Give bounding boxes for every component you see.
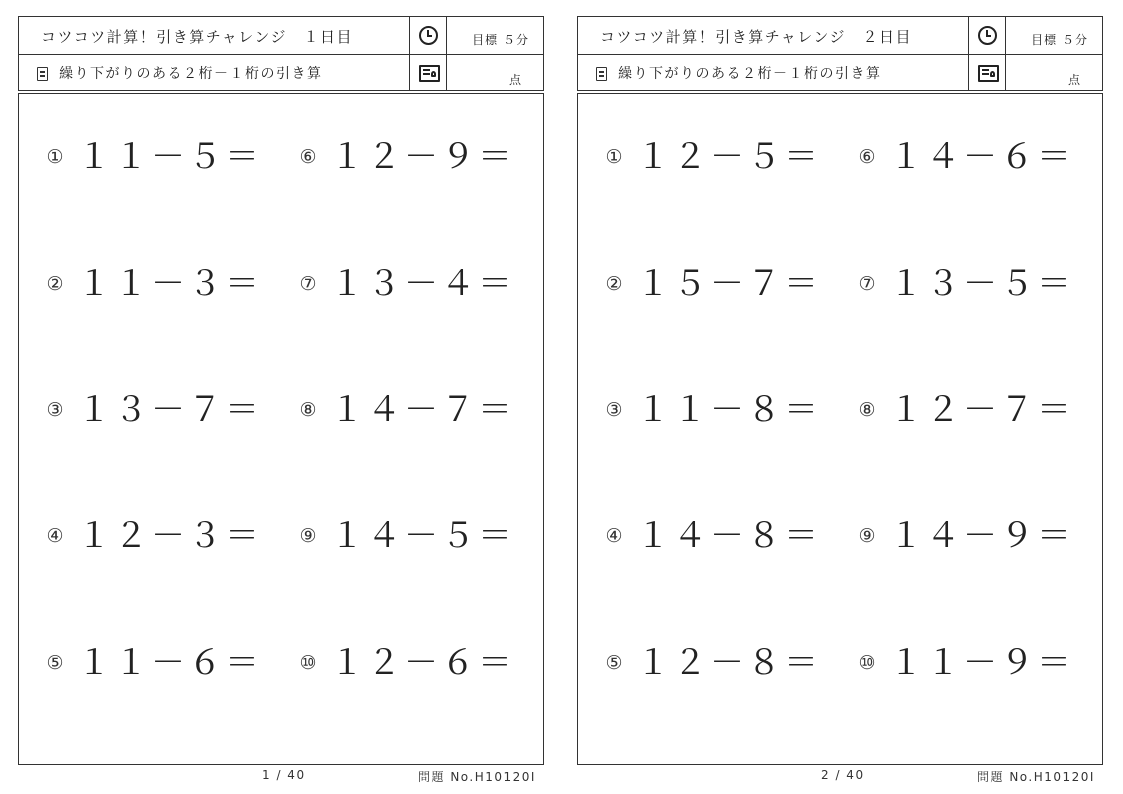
problem-expression: １２－８＝	[636, 643, 821, 683]
problem-expression: １１－５＝	[77, 137, 262, 177]
problem-expression: １２－５＝	[636, 137, 821, 177]
problem-number: ⑦	[299, 273, 317, 295]
problem-number: ⑧	[858, 399, 876, 421]
problem-item	[604, 640, 821, 686]
problem-expression: １３－４＝	[330, 264, 515, 304]
problem-number: ⑨	[299, 525, 317, 547]
problem-item	[857, 640, 1074, 686]
problem-expression: １１－９＝	[889, 643, 1074, 683]
problem-number: ⑨	[858, 525, 876, 547]
problem-item	[604, 387, 821, 433]
problem-expression: １１－６＝	[77, 643, 262, 683]
problem-item	[45, 640, 262, 686]
worksheet-day-1	[18, 16, 544, 765]
problem-number: ②	[46, 273, 64, 295]
score-icon	[419, 65, 440, 82]
worksheet-title: コツコツ計算！引き算チャレンジ １日目	[41, 28, 354, 46]
problem-area	[18, 94, 544, 765]
problem-item	[45, 134, 262, 180]
problem-expression: １４－９＝	[889, 516, 1074, 556]
worksheet-subtitle: 繰り下がりのある２桁－１桁の引き算	[59, 66, 323, 82]
problem-number: ⑩	[299, 652, 317, 674]
problem-number: ⑦	[858, 273, 876, 295]
goal-time: 目標 ５分	[1031, 33, 1088, 47]
problem-expression: １３－７＝	[77, 390, 262, 430]
page-number: 1 / 40	[262, 768, 306, 782]
document-icon	[37, 67, 48, 81]
clock-icon	[419, 26, 438, 45]
problem-expression: １２－７＝	[889, 390, 1074, 430]
problem-number: ⑤	[605, 652, 623, 674]
problem-item	[298, 387, 515, 433]
problem-expression: １２－３＝	[77, 516, 262, 556]
problem-number: ④	[46, 525, 64, 547]
worksheet-header	[577, 16, 1103, 90]
problem-item	[604, 513, 821, 559]
problem-item	[857, 387, 1074, 433]
problem-number: ②	[605, 273, 623, 295]
worksheet-day-2	[577, 16, 1103, 765]
problem-item	[298, 513, 515, 559]
problem-item	[45, 261, 262, 307]
problem-code: 問題 No.H10120I	[418, 770, 536, 784]
problem-number: ⑩	[858, 652, 876, 674]
problem-expression: １４－７＝	[330, 390, 515, 430]
problem-number: ⑧	[299, 399, 317, 421]
problem-expression: １２－９＝	[330, 137, 515, 177]
problem-expression: １４－６＝	[889, 137, 1074, 177]
problem-item	[45, 513, 262, 559]
problem-number: ④	[605, 525, 623, 547]
problem-item	[604, 261, 821, 307]
document-icon	[596, 67, 607, 81]
problem-area	[577, 94, 1103, 765]
problem-item	[298, 134, 515, 180]
problem-number: ①	[605, 146, 623, 168]
worksheet-header	[18, 16, 544, 90]
score-unit: 点	[1067, 73, 1080, 87]
problem-code: 問題 No.H10120I	[977, 770, 1095, 784]
problem-item	[604, 134, 821, 180]
problem-item	[857, 134, 1074, 180]
problem-number: ③	[46, 399, 64, 421]
problem-number: ③	[605, 399, 623, 421]
problem-item	[857, 513, 1074, 559]
score-unit: 点	[508, 73, 521, 87]
problem-expression: １５－７＝	[636, 264, 821, 304]
problem-expression: １３－５＝	[889, 264, 1074, 304]
score-icon	[978, 65, 999, 82]
problem-number: ①	[46, 146, 64, 168]
problem-expression: １１－３＝	[77, 264, 262, 304]
problem-number: ⑤	[46, 652, 64, 674]
problem-expression: １４－５＝	[330, 516, 515, 556]
problem-number: ⑥	[858, 146, 876, 168]
problem-item	[298, 640, 515, 686]
problem-expression: １１－８＝	[636, 390, 821, 430]
problem-item	[45, 387, 262, 433]
problem-number: ⑥	[299, 146, 317, 168]
worksheet-subtitle: 繰り下がりのある２桁－１桁の引き算	[618, 66, 882, 82]
goal-time: 目標 ５分	[472, 33, 529, 47]
clock-icon	[978, 26, 997, 45]
worksheet-title: コツコツ計算！引き算チャレンジ ２日目	[600, 28, 913, 46]
problem-expression: １２－６＝	[330, 643, 515, 683]
problem-expression: １４－８＝	[636, 516, 821, 556]
problem-item	[857, 261, 1074, 307]
page-number: 2 / 40	[821, 768, 865, 782]
problem-item	[298, 261, 515, 307]
